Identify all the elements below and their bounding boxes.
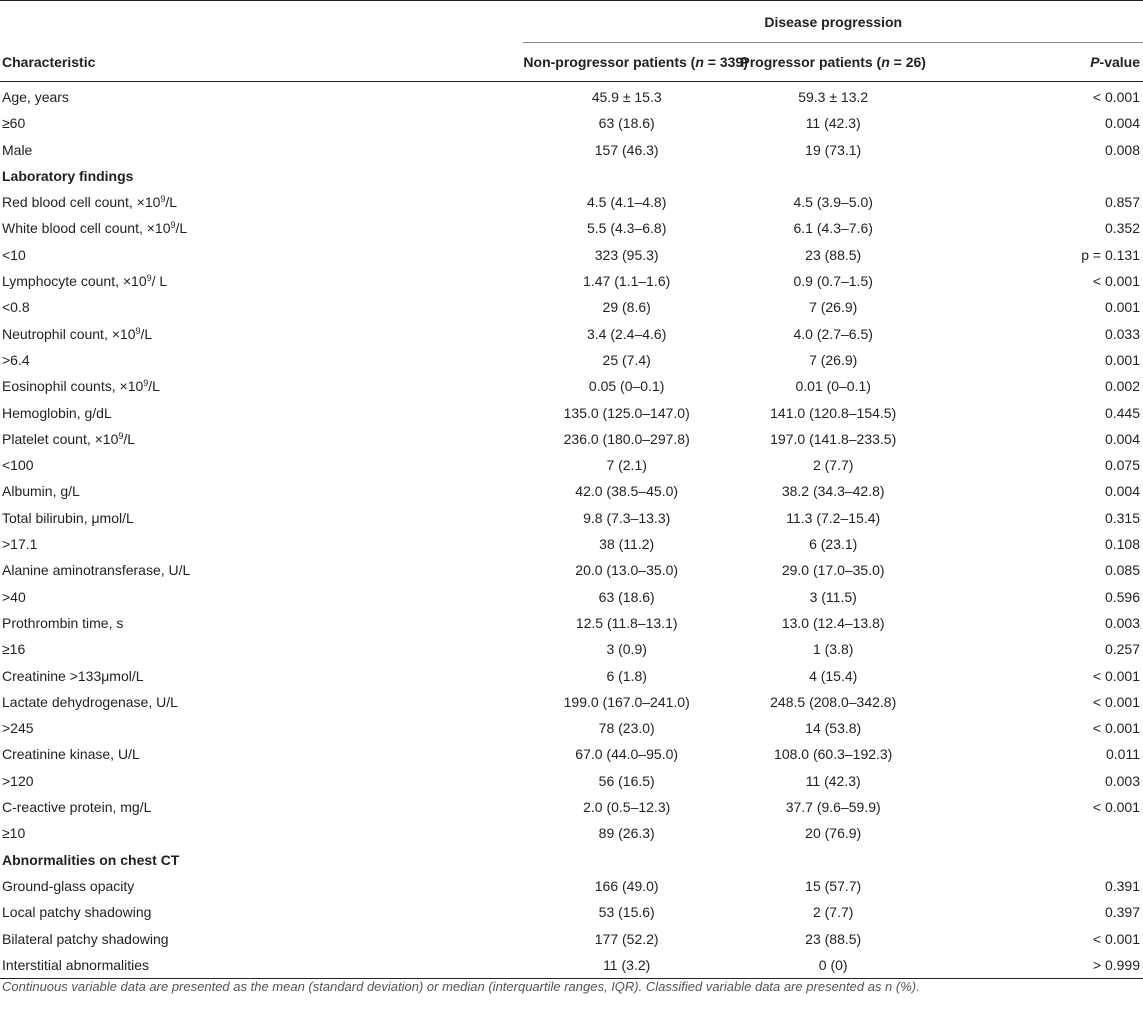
row-p-value: 0.033 [1104, 325, 1140, 342]
table-row [0, 373, 1143, 399]
row-non-progressor: 157 (46.3) [594, 141, 659, 158]
row-p-value: > 0.999 [936, 952, 1143, 979]
row-non-progressor: 12.5 (11.8–13.1) [575, 614, 678, 631]
row-characteristic: Bilateral patchy shadowing [2, 930, 169, 947]
section-label: Abnormalities on chest CT [2, 851, 180, 868]
group-header [523, 1, 1143, 43]
row-progressor: 37.7 (9.6–59.9) [785, 799, 881, 816]
row-p-value: 0.397 [1104, 904, 1140, 921]
row-characteristic: Creatinine >133μmol/L [2, 667, 144, 684]
row-characteristic: >245 [2, 720, 34, 737]
group-header-label: Disease progression [764, 14, 903, 30]
row-non-progressor: 323 (95.3) [594, 246, 659, 263]
row-non-progressor: 63 (18.6) [598, 115, 655, 132]
row-progressor: 11.3 (7.2–15.4) [786, 509, 881, 526]
row-progressor: 0 (0) [730, 952, 937, 979]
table-row [0, 294, 1143, 320]
row-characteristic: Ground-glass opacity [2, 877, 135, 894]
row-non-progressor: 29 (8.6) [602, 299, 651, 316]
column-header-row [0, 43, 1143, 82]
table-row [0, 478, 1143, 504]
table-row [0, 926, 1143, 952]
table-row [0, 952, 1143, 979]
row-non-progressor: 135.0 (125.0–147.0) [563, 404, 690, 421]
row-non-progressor: 20.0 (13.0–35.0) [575, 562, 679, 579]
row-non-progressor: 3 (0.9) [606, 641, 647, 658]
row-progressor: 248.5 (208.0–342.8) [770, 693, 897, 710]
table-row [0, 715, 1143, 741]
row-p-value: < 0.001 [1092, 273, 1140, 290]
row-p-value: < 0.001 [1092, 667, 1140, 684]
row-p-value: 0.001 [1104, 351, 1140, 368]
table-row [0, 426, 1143, 452]
row-characteristic: <10 [2, 246, 26, 263]
row-characteristic: >17.1 [2, 536, 38, 553]
row-p-value: 0.004 [1104, 483, 1140, 500]
row-p-value: 0.085 [1104, 562, 1140, 579]
row-progressor: 0.01 (0–0.1) [795, 378, 871, 395]
row-characteristic: ≥10 [2, 825, 26, 842]
section-row [0, 847, 1143, 873]
row-p-value: 0.003 [1104, 614, 1140, 631]
row-p-value: < 0.001 [1092, 799, 1140, 816]
table-row [0, 768, 1143, 794]
row-non-progressor: 236.0 (180.0–297.8) [563, 430, 690, 447]
row-p-value: < 0.001 [1092, 693, 1140, 710]
table-row [0, 663, 1143, 689]
row-characteristic: Total bilirubin, μmol/L [2, 509, 134, 526]
row-progressor: 6.1 (4.3–7.6) [793, 220, 873, 237]
row-characteristic: Interstitial abnormalities [0, 952, 523, 979]
row-progressor: 4.5 (3.9–5.0) [793, 194, 873, 211]
row-characteristic: Hemoglobin, g/dL [2, 404, 112, 421]
row-progressor: 7 (26.9) [809, 299, 858, 316]
row-progressor: 7 (26.9) [809, 351, 858, 368]
row-non-progressor: 6 (1.8) [606, 667, 647, 684]
row-progressor: 20 (76.9) [805, 825, 862, 842]
row-characteristic: Male [2, 141, 33, 158]
row-non-progressor: 199.0 (167.0–241.0) [563, 693, 690, 710]
table-row [0, 505, 1143, 531]
row-progressor: 6 (23.1) [809, 536, 858, 553]
table-row [0, 400, 1143, 426]
row-progressor: 2 (7.7) [812, 457, 854, 474]
table-row [0, 636, 1143, 662]
row-non-progressor: 7 (2.1) [606, 457, 647, 474]
row-p-value: 0.257 [1104, 641, 1140, 658]
row-p-value: 0.596 [1104, 588, 1140, 605]
row-progressor: 0.9 (0.7–1.5) [793, 273, 873, 290]
row-non-progressor: 42.0 (38.5–45.0) [575, 483, 679, 500]
row-non-progressor: 1.47 (1.1–1.6) [583, 273, 671, 290]
row-progressor: 23 (88.5) [805, 930, 862, 947]
row-p-value: 0.001 [1104, 299, 1140, 316]
row-p-value: 0.075 [1104, 457, 1140, 474]
row-progressor: 3 (11.5) [809, 588, 857, 605]
row-characteristic: Age, years [2, 89, 69, 105]
row-non-progressor: 89 (26.3) [598, 825, 655, 842]
section-label: Laboratory findings [2, 167, 134, 184]
table-row [0, 557, 1143, 583]
col-non-progressor: Non-progressor patients (n = 339) [523, 43, 730, 82]
table-row [0, 82, 1143, 111]
row-non-progressor: 9.8 (7.3–13.3) [583, 509, 671, 526]
row-characteristic: <0.8 [2, 299, 30, 316]
row-progressor: 29.0 (17.0–35.0) [781, 562, 885, 579]
row-p-value: 0.352 [1104, 220, 1140, 237]
table-row [0, 347, 1143, 373]
row-non-progressor: 177 (52.2) [594, 930, 659, 947]
row-progressor: 19 (73.1) [805, 141, 862, 158]
table-row [0, 215, 1143, 241]
table-row [0, 741, 1143, 767]
row-p-value: 0.315 [1104, 509, 1140, 526]
row-non-progressor: 2.0 (0.5–12.3) [583, 799, 671, 816]
table-row [0, 584, 1143, 610]
row-progressor: 14 (53.8) [805, 720, 862, 737]
row-non-progressor: 56 (16.5) [598, 772, 655, 789]
table-row [0, 189, 1143, 215]
table-row [0, 268, 1143, 294]
row-characteristic: White blood cell count, $\times 10^9/L$ [2, 220, 188, 237]
group-header-row [0, 1, 1143, 43]
row-p-value: 0.391 [1104, 877, 1140, 894]
row-characteristic: ≥60 [2, 115, 26, 132]
row-non-progressor: 63 (18.6) [598, 588, 655, 605]
table-row [0, 137, 1143, 163]
row-p-value: 0.003 [1104, 772, 1140, 789]
row-p-value: p = 0.131 [1081, 246, 1140, 263]
row-non-progressor: 5.5 (4.3–6.8) [586, 220, 667, 237]
row-non-progressor: 53 (15.6) [598, 904, 655, 921]
row-characteristic: Prothrombin time, s [2, 614, 124, 631]
row-progressor: 38.2 (34.3–42.8) [781, 483, 885, 500]
row-characteristic: >120 [2, 772, 34, 789]
table-row [0, 531, 1143, 557]
row-progressor: 13.0 (12.4–13.8) [781, 614, 885, 631]
row-non-progressor: 11 (3.2) [523, 952, 730, 979]
row-characteristic: Lymphocyte count, $\times 10^9/$ L [2, 273, 168, 290]
row-non-progressor: 25 (7.4) [602, 351, 651, 368]
row-characteristic: Red blood cell count, $\times 10^9/L$ [2, 194, 178, 211]
row-p-value: 0.011 [1106, 746, 1140, 763]
table-row [0, 794, 1143, 820]
row-p-value: < 0.001 [1092, 89, 1140, 105]
table-row [0, 321, 1143, 347]
table-row [0, 242, 1143, 268]
col-progressor: Progressor patients (n = 26) [730, 43, 937, 82]
row-p-value: 0.004 [1104, 430, 1140, 447]
row-progressor: 11 (42.3) [805, 772, 861, 789]
row-characteristic: >6.4 [2, 351, 30, 368]
row-p-value: < 0.001 [1092, 930, 1140, 947]
row-progressor: 4.0 (2.7–6.5) [793, 325, 873, 342]
row-non-progressor: 45.9 ± 15.3 [591, 89, 662, 105]
row-progressor: 108.0 (60.3–192.3) [774, 746, 893, 763]
row-characteristic: Albumin, g/L [2, 483, 80, 500]
row-p-value [936, 820, 1143, 846]
row-characteristic: <100 [2, 457, 34, 474]
row-characteristic: Creatinine kinase, U/L [2, 746, 140, 763]
row-p-value: 0.008 [1104, 141, 1140, 158]
table-row [0, 899, 1143, 925]
row-p-value: < 0.001 [1092, 720, 1140, 737]
row-non-progressor: 67.0 (44.0–95.0) [575, 746, 679, 763]
row-non-progressor: 38 (11.2) [599, 536, 655, 553]
row-characteristic: Neutrophil count, $\times 10^9/L$ [2, 325, 153, 342]
table-row [0, 873, 1143, 899]
row-p-value: 0.002 [1104, 378, 1140, 395]
row-non-progressor: 78 (23.0) [598, 720, 655, 737]
row-p-value: 0.857 [1104, 194, 1140, 211]
col-characteristic: Characteristic [0, 43, 523, 82]
table-footnote: Continuous variable data are presented as the mean (standard deviation) or median (interquartile ranges, IQR). Classified variable data are presented as n (%). [2, 979, 920, 994]
row-p-value: 0.004 [1104, 115, 1140, 132]
section-row [0, 163, 1143, 189]
table-row [0, 610, 1143, 636]
row-non-progressor: 4.5 (4.1–4.8) [586, 194, 667, 211]
row-progressor: 197.0 (141.8–233.5) [770, 430, 897, 447]
row-non-progressor: 3.4 (2.4–4.6) [586, 325, 667, 342]
row-non-progressor: 166 (49.0) [594, 877, 659, 894]
table-row [0, 820, 1143, 846]
row-progressor: 23 (88.5) [805, 246, 862, 263]
row-progressor: 4 (15.4) [809, 667, 858, 684]
row-characteristic: >40 [2, 588, 26, 605]
row-p-value: 0.445 [1104, 404, 1140, 421]
table-row [0, 110, 1143, 136]
row-p-value: 0.108 [1104, 536, 1140, 553]
row-progressor: 15 (57.7) [805, 877, 862, 894]
row-progressor: 11 (42.3) [805, 115, 861, 132]
row-characteristic: Lactate dehydrogenase, U/L [2, 693, 178, 710]
row-characteristic: Local patchy shadowing [2, 904, 152, 921]
row-progressor: 1 (3.8) [812, 641, 854, 658]
row-progressor: 141.0 (120.8–154.5) [770, 404, 897, 421]
row-progressor: 59.3 ± 13.2 [798, 89, 869, 105]
row-characteristic: Eosinophil counts, $\times 10^9/L$ [2, 378, 160, 395]
table-row [0, 452, 1143, 478]
table-row [0, 689, 1143, 715]
col-p-value: P-value [936, 43, 1143, 82]
row-characteristic: Alanine aminotransferase, U/L [2, 562, 191, 579]
row-characteristic: C-reactive protein, mg/L [2, 799, 152, 816]
row-non-progressor: 0.05 (0–0.1) [588, 378, 665, 395]
row-progressor: 2 (7.7) [812, 904, 854, 921]
row-characteristic: Platelet count, $\times 10^9/L$ [2, 430, 136, 447]
table-body [0, 82, 1143, 979]
row-characteristic: ≥16 [2, 641, 26, 658]
